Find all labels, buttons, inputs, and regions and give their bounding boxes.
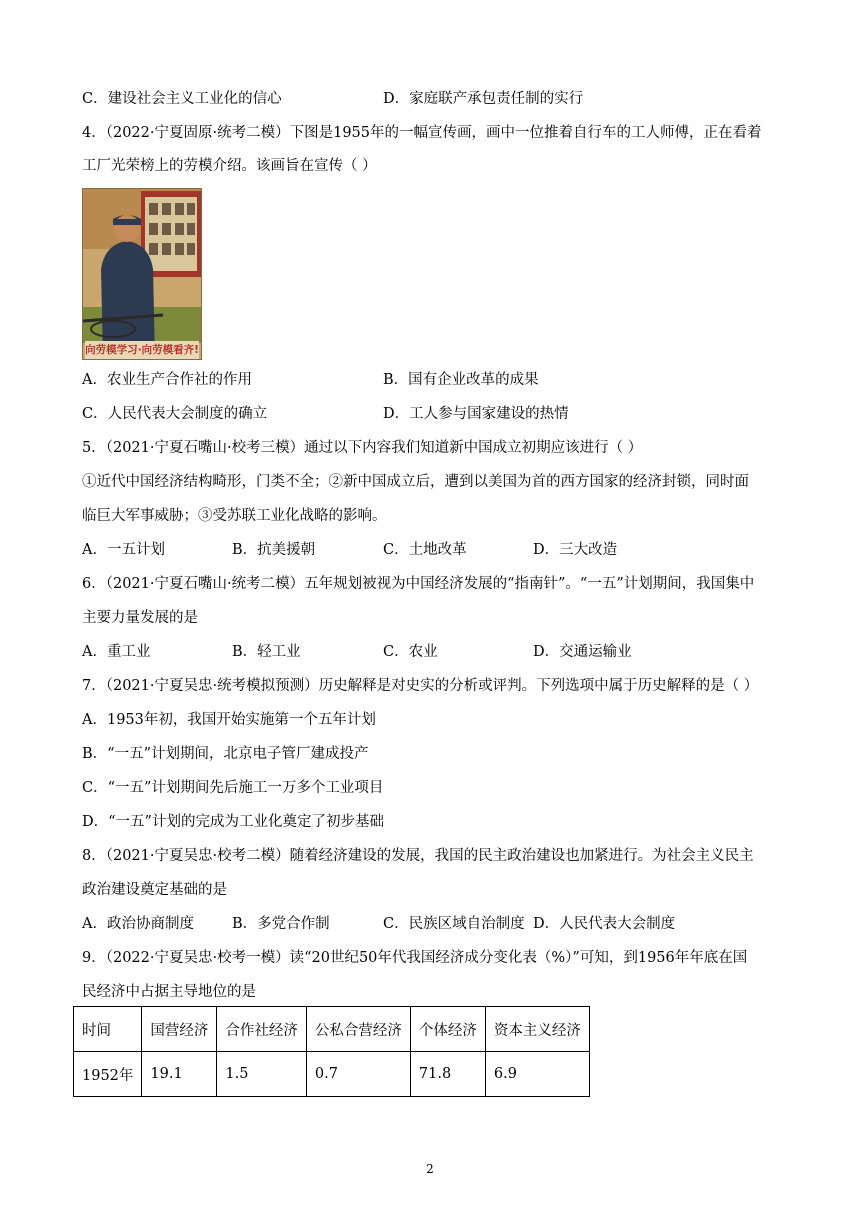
- q3-option-c: C．建设社会主义工业化的信心: [82, 91, 282, 107]
- q4-stem-line1: 4．（2022·宁夏固原·统考二模）下图是1955年的一幅宣传画，画中一位推着自行车的工人师傅，正在看着: [82, 125, 762, 141]
- q5-option-c: C．土地改革: [383, 542, 467, 558]
- table-header-cell: 合作社经济: [217, 1007, 307, 1052]
- q4-option-d: D．工人参与国家建设的热情: [383, 406, 569, 422]
- table-header-cell: 个体经济: [410, 1007, 485, 1052]
- q9-stem-line2: 民经济中占据主导地位的是: [82, 984, 256, 1000]
- q9-stem-line1: 9．（2022·宁夏吴忠·校考一模）读“20世纪50年代我国经济成分变化表（%）”可知，到1956年年底在国: [82, 950, 748, 966]
- q5-option-a: A．一五计划: [82, 542, 165, 558]
- q4-option-b: B．国有企业改革的成果: [383, 372, 539, 388]
- q7-option-c: C．“一五”计划期间先后施工一万多个工业项目: [82, 780, 384, 796]
- q4-option-a: A．农业生产合作社的作用: [82, 372, 252, 388]
- table-row: [74, 1052, 590, 1097]
- economic-composition-table: [73, 1006, 590, 1097]
- page-number: 2: [426, 1162, 434, 1176]
- q7-option-d: D．“一五”计划的完成为工业化奠定了初步基础: [82, 814, 384, 830]
- poster-caption: 向劳模学习·向劳模看齐!: [85, 344, 199, 356]
- table-cell: 1.5: [217, 1052, 307, 1097]
- q6-option-c: C．农业: [383, 644, 438, 660]
- q8-option-c: C．民族区域自治制度: [383, 916, 525, 932]
- q5-option-d: D．三大改造: [533, 542, 618, 558]
- q3-option-d: D．家庭联产承包责任制的实行: [383, 91, 584, 107]
- q8-stem-line2: 政治建设奠定基础的是: [82, 882, 227, 898]
- q8-option-d: D．人民代表大会制度: [533, 916, 676, 932]
- q6-option-d: D．交通运输业: [533, 644, 632, 660]
- q6-stem-line1: 6．（2021·宁夏石嘴山·统考二模）五年规划被视为中国经济发展的“指南针”。“一五”计划期间，我国集中: [82, 576, 755, 592]
- table-header-cell: 资本主义经济: [485, 1007, 589, 1052]
- q4-stem-line2: 工厂光荣榜上的劳模介绍。该画旨在宣传（ ）: [82, 158, 377, 174]
- q7-option-b: B．“一五”计划期间，北京电子管厂建成投产: [82, 746, 369, 762]
- table-header-cell: 公私合营经济: [306, 1007, 410, 1052]
- q6-option-b: B．轻工业: [232, 644, 301, 660]
- table-header-cell: 时间: [74, 1007, 142, 1052]
- q7-option-a: A．1953年初，我国开始实施第一个五年计划: [82, 712, 376, 728]
- q4-option-c: C．人民代表大会制度的确立: [82, 406, 268, 422]
- q6-option-a: A．重工业: [82, 644, 151, 660]
- table-cell: 0.7: [306, 1052, 410, 1097]
- q7-stem-line1: 7．（2021·宁夏吴忠·统考模拟预测）历史解释是对史实的分析或评判。下列选项中属于历史解释的是（ ）: [82, 678, 759, 694]
- q6-stem-line2: 主要力量发展的是: [82, 610, 198, 626]
- propaganda-poster-image: [82, 188, 202, 360]
- table-header-row: [74, 1007, 590, 1052]
- table-cell: 6.9: [485, 1052, 589, 1097]
- q5-stem-line2: ①近代中国经济结构畸形，门类不全；②新中国成立后，遭到以美国为首的西方国家的经济封锁，同时面: [82, 474, 749, 490]
- q8-stem-line1: 8．（2021·宁夏吴忠·校考二模）随着经济建设的发展，我国的民主政治建设也加紧进行。为社会主义民主: [82, 848, 754, 864]
- table-header-cell: 国营经济: [142, 1007, 217, 1052]
- q5-stem-line1: 5．（2021·宁夏石嘴山·校考三模）通过以下内容我们知道新中国成立初期应该进行（ ）: [82, 440, 643, 456]
- table-cell: 1952年: [74, 1052, 142, 1097]
- q8-option-b: B．多党合作制: [232, 916, 330, 932]
- poster-illustration: [83, 189, 201, 359]
- q8-option-a: A．政治协商制度: [82, 916, 194, 932]
- q5-stem-line3: 临巨大军事威胁；③受苏联工业化战略的影响。: [82, 508, 387, 524]
- table-cell: 19.1: [142, 1052, 217, 1097]
- q5-option-b: B．抗美援朝: [232, 542, 316, 558]
- table-cell: 71.8: [410, 1052, 485, 1097]
